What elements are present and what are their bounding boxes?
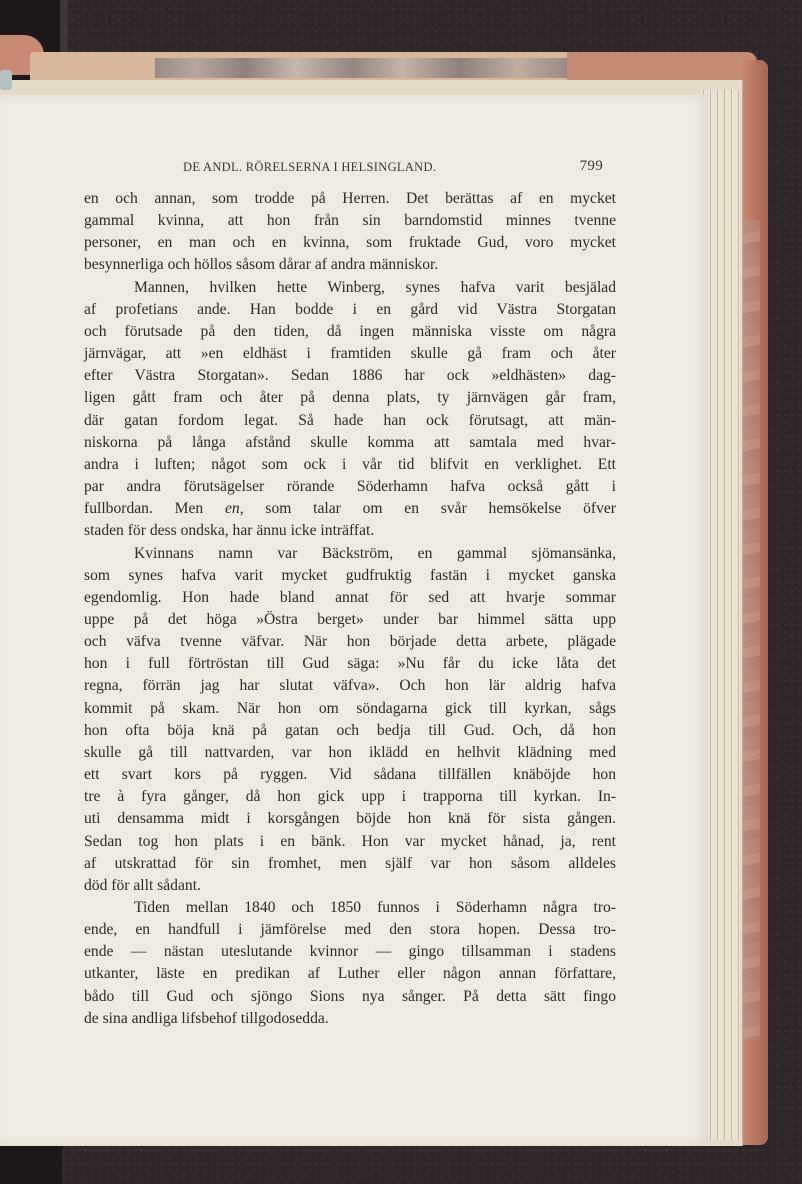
running-head-title: DE ANDL. RÖRELSERNA I HELSINGLAND. [183,160,437,174]
text-line: där gatan fordom legat. Så hade han ock förutsagt, att män- [84,411,616,429]
paragraph [84,897,616,1030]
text-line: skulle gå till nattvarden, var hon iklädd en helhvit klädning med [84,743,616,761]
italic-word: en [224,500,240,518]
text-line: ett svart kors på ryggen. Vid sådana tillfällen knäböjde hon [84,766,616,784]
text-line: gammal kvinna, att hon från sin barndomstid minnes tvenne [84,212,616,230]
text-line: fullbordan. Men en, som talar om en svår hemsökelse öfver [84,500,616,518]
text-line: hon ofta böja knä på gatan och bedja till Gud. Och, då hon [84,721,616,739]
text-line: staden för dess ondska, har ännu icke inträffat. [84,522,375,540]
text-line: efter Västra Storgatan». Sedan 1886 har ock »eldhästen» dag- [84,367,616,385]
text-line: par andra förutsägelser rörande Söderhamn hafva också gått i [84,478,616,496]
text-line: egendomlig. Hon hade bland annat för sed att hvarje sommar [84,588,616,606]
text-line: besynnerliga och höllos såsom dårar af andra människor. [84,256,439,274]
text-line: och förutsade på den tiden, då ingen människa visste om några [84,322,616,340]
text-line: andra i luften; något som ock i vår tid blifvit en verklighet. Ett [84,455,616,473]
text-line: Mannen, hvilken hette Winberg, synes hafva varit besjälad [134,278,616,296]
marbled-paper-strip [155,58,567,78]
text-line: ende, en handfull i jämförelse med den stora hopen. Dessa tro- [84,921,616,939]
text-line: tre à fyra gånger, då hon gick upp i trapporna till kyrkan. In- [84,788,616,806]
text-line: de sina andliga lifsbehof tillgodosedda. [84,1009,329,1027]
text-line: som synes hafva varit mycket gudfruktig fastän i mycket ganska [84,566,616,584]
text-line: en och annan, som trodde på Herren. Det berättas af en mycket [84,190,616,207]
text-line: personer, en man och en kvinna, som fruktade Gud, voro mycket [84,234,616,252]
paragraph [84,543,616,898]
text-line: Tiden mellan 1840 och 1850 funnos i Söderhamn några tro- [134,899,616,916]
text-line: utkanter, läste en predikan af Luther eller någon annan författare, [84,965,616,983]
text-line: regna, förrän jag har slutat väfva». Och hon lär aldrig hafva [84,677,616,695]
binding-thread [0,70,12,90]
text-line: död för allt sådant. [84,876,201,894]
text-line: bådo till Gud och sjöngo Sions nya sånger. På detta sätt fingo [84,987,616,1005]
paragraph [84,277,616,543]
text-line: af utskrattad för sin fromhet, men själf var hon såsom alldeles [84,854,616,872]
text-line: af profetians ande. Han bodde i en gård vid Västra Storgatan [84,300,616,318]
text-line: och väfva tvenne väfvar. När hon började detta arbete, plägade [84,633,616,651]
book-board [60,0,68,60]
text-line: hon i full förtröstan till Gud säga: »Nu får du icke låta det [84,655,616,673]
text-line: uppe på det höga »Östra berget» under bar himmel sätta upp [84,610,616,628]
page-number: 799 [579,158,603,174]
text-line: niskorna på långa afstånd skulle komma att samtala med hvar- [84,433,616,451]
text-line: Kvinnans namn var Bäckström, en gammal sjömansänka, [134,544,616,562]
text-line: ligen gått fram och åter på denna plats, ty järnvägen går fram, [84,389,616,407]
page-body [84,188,616,1030]
paragraph [84,188,616,277]
text-line: uti densamma midt i korsgången böjde hon knä för sista gången. [84,810,616,828]
text-line: kommit på skam. När hon om söndagarna gick till kyrkan, sågs [84,699,616,717]
text-line: järnvägar, att »en eldhäst i framtiden skulle gå fram och åter [84,345,616,363]
text-line: Sedan tog hon plats i en bänk. Hon var mycket hånad, ja, rent [84,832,616,850]
text-line: ende — nästan uteslutande kvinnor — gingo tillsamman i stadens [84,943,616,961]
marbled-edge [742,220,760,1040]
